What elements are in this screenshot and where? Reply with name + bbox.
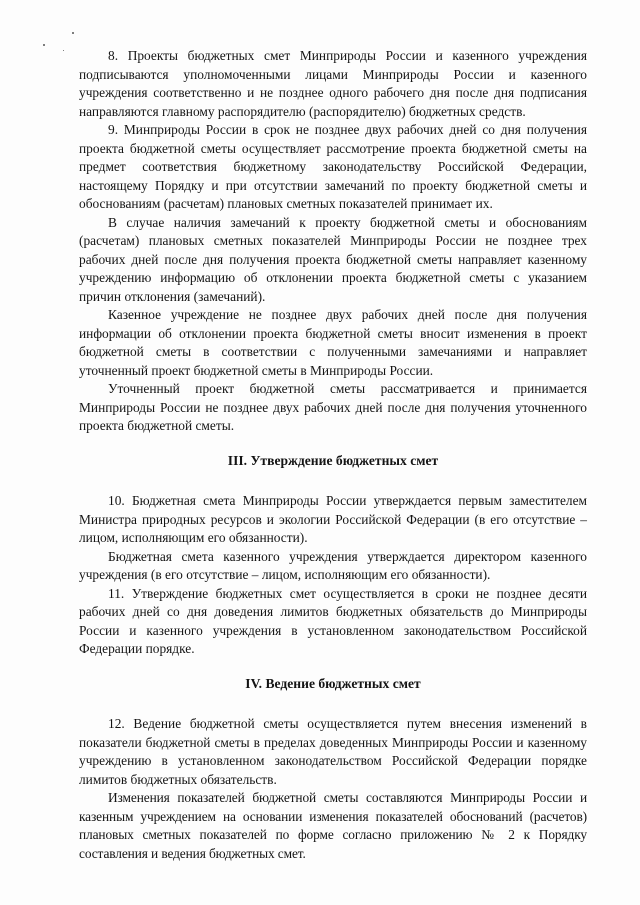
paragraph-remarks: В случае наличия замечаний к проекту бюджетной сметы и обоснованиям (расчетам) плановых сметных показателей Минприроды России не позднее трех рабочих дней после дня получения проекта бюджетной сметы направляет казенному учреждению информацию об отклонении проекта бюджетной сметы с указанием причин отклонения (замечаний). bbox=[79, 214, 587, 304]
paragraph-9: 9. Минприроды России в срок не позднее двух рабочих дней со дня получения проекта бюджетной сметы осуществляет рассмотрение проекта бюджетной сметы на предмет соответствия бюджетному законодательству Российской Федерации, настоящему Порядку и при отсутствии замечаний по проекту бюджетной сметы и обоснованиям (расчетам) плановых сметных показателей принимает их. bbox=[79, 122, 587, 211]
paragraph-indicator-changes: Изменения показателей бюджетной сметы составляются Минприроды России и казенным учреждением на основании изменения показателей обоснований (расчетов) плановых сметных показателей по форме согласно приложению № 2 к Порядку составления и ведения бюджетных смет. bbox=[79, 790, 587, 861]
section-3-heading: III. Утверждение бюджетных смет bbox=[227, 452, 439, 468]
paragraph-institution-approval: Бюджетная смета казенного учреждения утверждается директором казенного учреждения (в его отсутствие – лицом, исполняющим его обязанности). bbox=[79, 548, 587, 582]
paragraph-11: 11. Утверждение бюджетных смет осуществляется в сроки не позднее десяти рабочих дней со дня доведения лимитов бюджетных обязательств до Минприроды России и казенного учреждения в установленном законодательством Российской Федерации порядке. bbox=[79, 585, 587, 656]
paragraph-corrections: Казенное учреждение не позднее двух рабочих дней после дня получения информации об отклонении проекта бюджетной сметы вносит изменения в проект бюджетной сметы в соответствии с полученными замечаниями и направляет уточненный проект бюджетной сметы в Минприроды России. bbox=[79, 307, 587, 378]
paragraph-12: 12. Ведение бюджетной сметы осуществляется путем внесения изменений в показатели бюджетной сметы в пределах доведенных Минприроды России и казенному учреждению в установленном законодательством Российской Федерации порядке лимитов бюджетных обязательств. bbox=[79, 716, 587, 787]
paragraph-refined-draft: Уточненный проект бюджетной сметы рассматривается и принимается Минприроды России не позднее двух рабочих дней после дня получения уточненного проекта бюджетной сметы. bbox=[79, 381, 587, 433]
section-4-heading: IV. Ведение бюджетных смет bbox=[245, 675, 421, 691]
paragraph-10: 10. Бюджетная смета Минприроды России утверждается первым заместителем Министра природных ресурсов и экологии Российской Федерации (в его отсутствие – лицом, исполняющим его обязанности). bbox=[79, 493, 587, 545]
paragraph-8: 8. Проекты бюджетных смет Минприроды России и казенного учреждения подписываются уполномоченными лицами Минприроды России и казенного учреждения соответственно и не позднее одного рабочего дня после дня подписания направляются главному распорядителю (распорядителю) бюджетных средств. bbox=[79, 48, 587, 119]
document-page bbox=[79, 47, 587, 863]
